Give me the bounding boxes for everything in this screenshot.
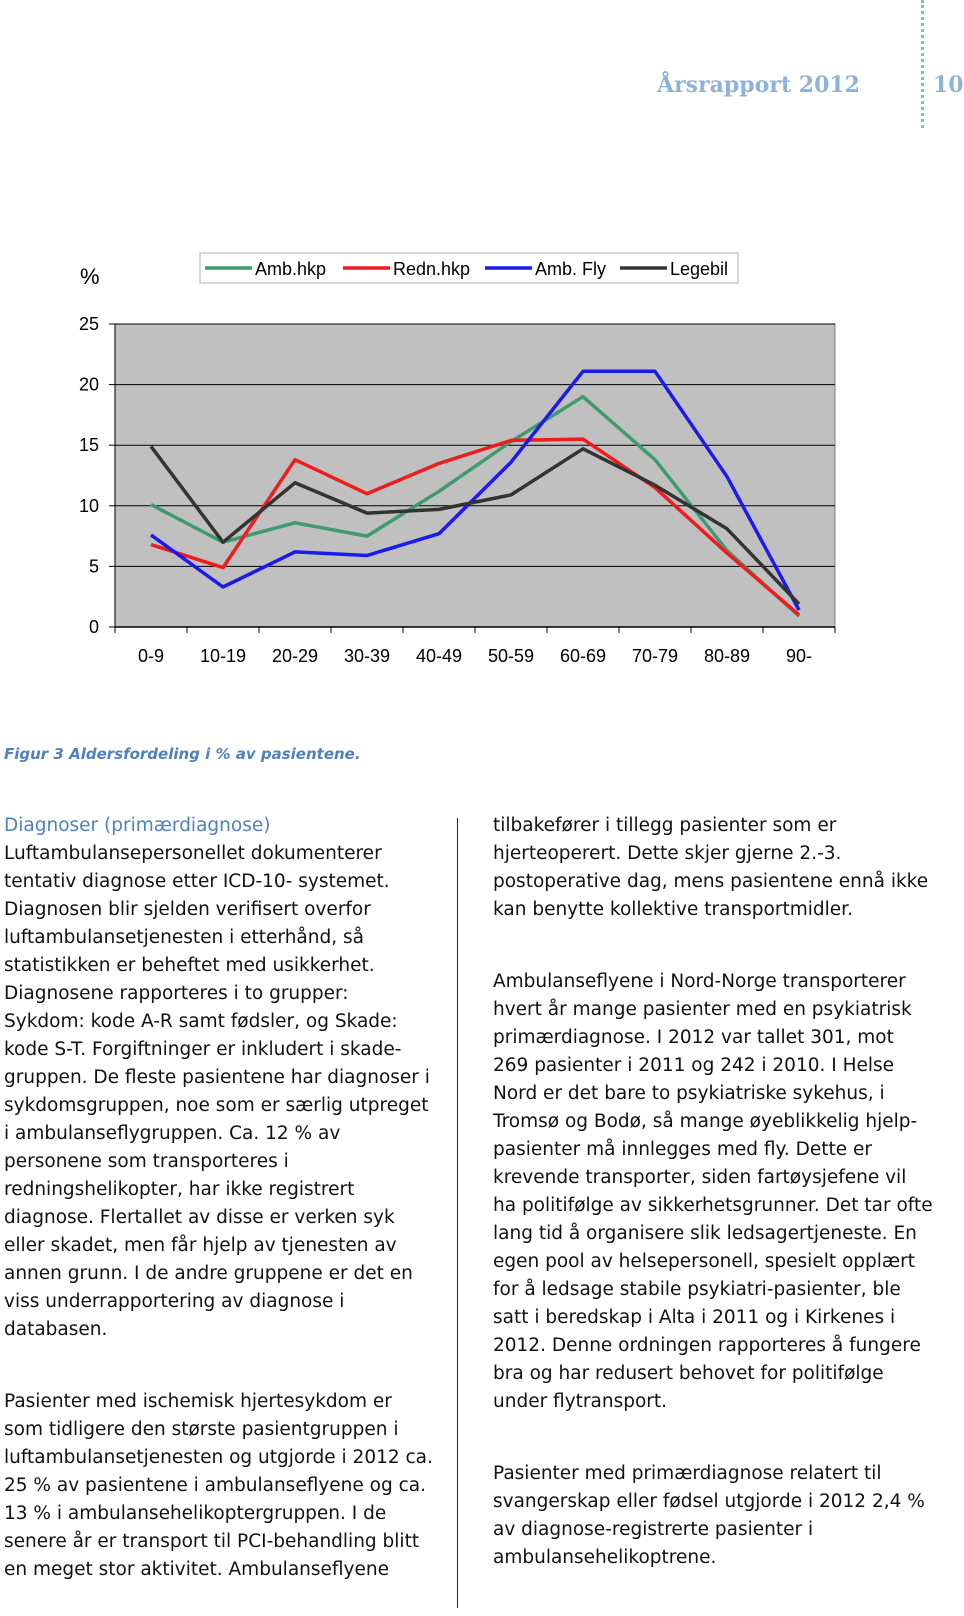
y-tick-label: 15 — [78, 435, 99, 456]
legend-label: Redn.hkp — [393, 259, 471, 279]
y-tick-label: 10 — [78, 495, 99, 516]
legend-label: Amb.hkp — [255, 259, 327, 279]
right-paragraph-2: Ambulanseflyene i Nord-Norge transporterer hvert år mange pasienter med en psykiatrisk primærdiagnose. I 2012 var tallet 301, mot 269 pasienter i 2011 og 242 i 2010. I Helse Nord er det bare to psykiatriske sykehus, i Tromsø og Bodø, så mange øyeblikkelig hjelp-pasienter må innlegges med fly. Dette er krevende transporter, siden fartøysjefene vil ha politifølge av sikkerhetsgrunner. Det tar ofte lang tid å organisere slik ledsagertjeneste. En egen pool av helsepersonell, spesielt opplært for å ledsage stabile psykiatri-pasienter, ble satt i beredskap i Alta i 2011 og i Kirkenes i 2012. Denne ordningen rapporteres å fungere bra og har redusert behovet for politifølge under flytransport. — [493, 971, 933, 1412]
y-tick-label: 25 — [78, 314, 99, 334]
left-paragraph-1: Luftambulansepersonellet dokumenterer tentativ diagnose etter ICD-10- systemet. Diagnosen blir sjelden verifisert overfor luftambulansetjenesten i etterhånd, så statistikken er beheftet med usikkerhet. Diagnosene rapporteres i to grupper: Sykdom: kode A-R samt fødsler, og Skade: kode S-T. Forgiftninger er inkludert i skade-gruppen. De fleste pasientene har diagnoser i sykdomsgruppen, noe som er særlig utpreget i ambulanseflygruppen. Ca. 12 % av personene som transporteres i redningshelikopter, har ikke registrert diagnose. Flertallet av disse er verken syk eller skadet, men får hjelp av tjenesten av annen grunn. I de andre gruppene er det en viss underrapportering av diagnose i databasen. — [4, 843, 430, 1340]
y-tick-label: 20 — [78, 374, 99, 395]
column-divider — [457, 818, 458, 1608]
x-tick-label: 30-39 — [343, 646, 391, 666]
left-column — [4, 812, 434, 1584]
page-number: 10 — [933, 72, 964, 98]
x-tick-label: 20-29 — [271, 646, 319, 666]
x-tick-label: 10-19 — [199, 646, 247, 666]
age-distribution-chart — [0, 250, 870, 690]
x-tick-label: 50-59 — [487, 646, 535, 666]
left-paragraph-2: Pasienter med ischemisk hjertesykdom er som tidligere den største pasientgruppen i luftambulansetjenesten og utgjorde i 2012 ca. 25 % av pasientene i ambulanseflyene og ca. 13 % i ambulansehelikoptergruppen. I de senere år er transport til PCI-behandling blitt en meget stor aktivitet. Ambulanseflyene — [4, 1391, 433, 1580]
right-paragraph-3: Pasienter med primærdiagnose relatert til svangerskap eller fødsel utgjorde i 2012 2,4 % av diagnose-registrerte pasienter i ambulansehelikoptrene. — [493, 1463, 925, 1568]
x-tick-label: 0-9 — [137, 646, 165, 666]
header-dotted-rule — [921, 0, 924, 128]
section-heading: Diagnoser (primærdiagnose) — [4, 815, 271, 836]
y-tick-label: 0 — [88, 617, 99, 637]
x-tick-label: 90- — [785, 646, 813, 666]
x-tick-label: 80-89 — [703, 646, 751, 666]
x-tick-label: 40-49 — [415, 646, 463, 666]
right-column — [493, 812, 933, 1572]
x-tick-label: 60-69 — [559, 646, 607, 666]
legend-label: Amb. Fly — [535, 259, 607, 279]
x-tick-label: 70-79 — [631, 646, 679, 666]
report-title: Årsrapport 2012 — [657, 72, 860, 98]
y-axis-label: % — [80, 264, 100, 289]
y-tick-label: 5 — [88, 556, 99, 577]
figure-caption: Figur 3 Aldersfordeling i % av pasientene. — [4, 745, 361, 763]
legend-label: Legebil — [670, 259, 729, 279]
right-paragraph-1: tilbakefører i tillegg pasienter som er hjerteoperert. Dette skjer gjerne 2.-3. postoperative dag, mens pasientene ennå ikke kan benytte kollektive transportmidler. — [493, 815, 929, 920]
